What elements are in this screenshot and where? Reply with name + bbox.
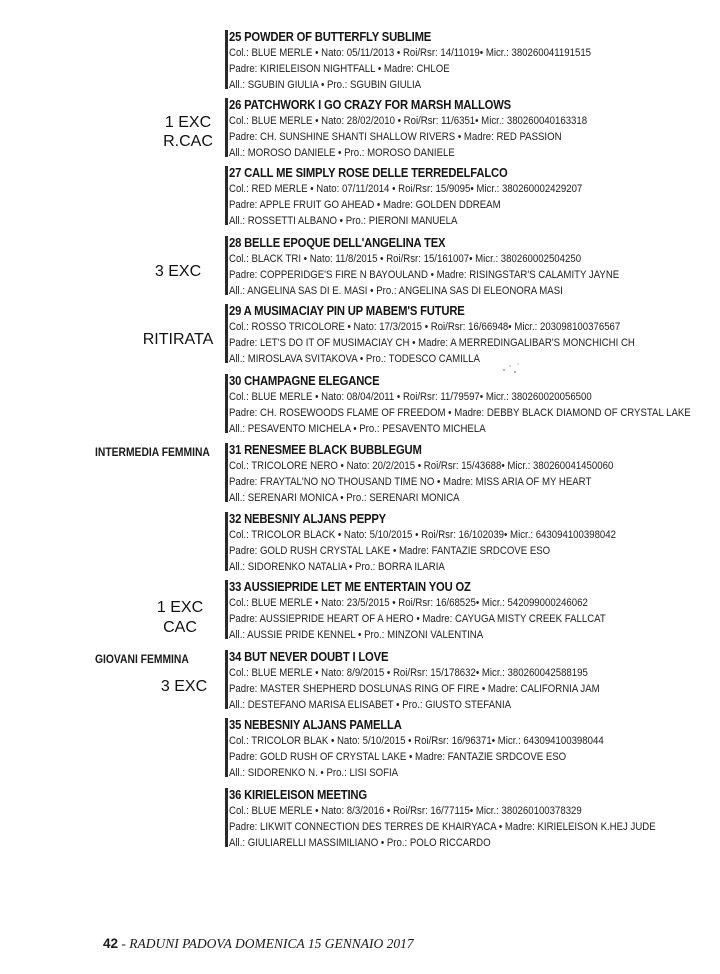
dog-entry-30	[229, 373, 699, 437]
entry-details: Col.: BLUE MERLE • Nato: 08/04/2011 • Roi/Rsr: 11/79597• Micr.: 380260020056500	[229, 391, 592, 403]
entry-parents: Padre: MASTER SHEPHERD DOSLUNAS RING OF FIRE • Madre: CALIFORNIA JAM	[229, 683, 600, 695]
class-heading-intermedia: INTERMEDIA FEMMINA	[95, 445, 210, 459]
dog-entry-31	[229, 442, 699, 506]
entry-title: 28 BELLE EPOQUE DELL'ANGELINA TEX	[229, 236, 446, 250]
entry-breeder-owner: All.: MOROSO DANIELE • Pro.: MOROSO DANIELE	[229, 147, 455, 159]
entry-rule	[225, 580, 228, 639]
entry-rule	[225, 166, 228, 225]
entry-parents: Padre: LET'S DO IT OF MUSIMACIAY CH • Madre: A MERREDINGALIBAR'S MONCHICHI CH	[229, 337, 635, 349]
entry-breeder-owner: All.: PESAVENTO MICHELA • Pro.: PESAVENTO MICHELA	[229, 423, 486, 435]
entry-details: Col.: BLUE MERLE • Nato: 23/5/2015 • Roi/Rsr: 16/68525• Micr.: 542099000246062	[229, 597, 588, 609]
entry-parents: Padre: GOLD RUSH CRYSTAL LAKE • Madre: FANTAZIE SRDCOVE ESO	[229, 545, 551, 557]
entry-details: Col.: BLUE MERLE • Nato: 05/11/2013 • Roi/Rsr: 14/11019• Micr.: 380260041191515	[229, 47, 592, 59]
entry-title: 34 BUT NEVER DOUBT I LOVE	[229, 650, 389, 664]
entry-breeder-owner: All.: ANGELINA SAS DI E. MASI • Pro.: ANGELINA SAS DI ELEONORA MASI	[229, 285, 563, 297]
entry-parents: Padre: FRAYTAL'NO NO THOUSAND TIME NO • Madre: MISS ARIA OF MY HEART	[229, 476, 592, 488]
entry-title: 33 AUSSIEPRIDE LET ME ENTERTAIN YOU OZ	[229, 580, 471, 594]
entry-breeder-owner: All.: SIDORENKO NATALIA • Pro.: BORRA ILARIA	[229, 561, 445, 573]
entry-details: Col.: RED MERLE • Nato: 07/11/2014 • Roi/Rsr: 15/9095• Micr.: 380260002429207	[229, 183, 583, 195]
entry-parents: Padre: LIKWIT CONNECTION DES TERRES DE KHAIRYACA • Madre: KIRIELEISON K.HEJ JUDE	[229, 821, 656, 833]
page-footer	[103, 936, 414, 952]
entry-title: 32 NEBESNIY ALJANS PEPPY	[229, 512, 386, 526]
entry-details: Col.: BLUE MERLE • Nato: 8/9/2015 • Roi/Rsr: 15/178632• Micr.: 380260042588195	[229, 667, 588, 679]
entry-rule	[225, 374, 228, 433]
entry-breeder-owner: All.: DESTEFANO MARISA ELISABET • Pro.: GIUSTO STEFANIA	[229, 699, 512, 711]
entry-breeder-owner: All.: ROSSETTI ALBANO • Pro.: PIERONI MANUELA	[229, 215, 458, 227]
entry-rule	[225, 512, 228, 571]
entry-details: Col.: BLUE MERLE • Nato: 8/3/2016 • Roi/Rsr: 16/77115• Micr.: 380260100378329	[229, 805, 582, 817]
entry-title: 35 NEBESNIY ALJANS PAMELLA	[229, 718, 402, 732]
entry-title: 36 KIRIELEISON MEETING	[229, 788, 367, 802]
entry-title: 31 RENESMEE BLACK BUBBLEGUM	[229, 443, 422, 457]
dog-entry-33	[229, 579, 699, 643]
result-26-award: R.CAC	[163, 133, 213, 150]
footer-text: - RADUNI PADOVA DOMENICA 15 GENNAIO 2017	[118, 936, 414, 951]
dog-entry-28	[229, 235, 699, 299]
entry-rule	[225, 30, 228, 89]
result-34-grade: 3 EXC	[160, 678, 208, 695]
entry-rule	[225, 443, 228, 502]
entry-rule	[225, 650, 228, 709]
dog-entry-36	[229, 787, 699, 851]
entry-breeder-owner: All.: MIROSLAVA SVITAKOVA • Pro.: TODESCO CAMILLA	[229, 353, 480, 365]
entry-title: 27 CALL ME SIMPLY ROSE DELLE TERREDELFALCO	[229, 166, 508, 180]
class-heading-giovani: GIOVANI FEMMINA	[95, 652, 189, 666]
entry-parents: Padre: CH. SUNSHINE SHANTI SHALLOW RIVERS • Madre: RED PASSION	[229, 131, 562, 143]
dog-entry-27	[229, 165, 699, 229]
result-33-award: CAC	[163, 619, 197, 636]
dog-entry-29	[229, 303, 699, 367]
result-28-grade: 3 EXC	[154, 263, 202, 280]
entry-rule	[225, 718, 228, 777]
entry-parents: Padre: COPPERIDGE'S FIRE N BAYOULAND • Madre: RISINGSTAR'S CALAMITY JAYNE	[229, 269, 620, 281]
entry-details: Col.: TRICOLORE NERO • Nato: 20/2/2015 • Roi/Rsr: 15/43688• Micr.: 380260041450060	[229, 460, 614, 472]
entry-breeder-owner: All.: GIULIARELLI MASSIMILIANO • Pro.: POLO RICCARDO	[229, 837, 491, 849]
result-29-status: RITIRATA	[142, 331, 214, 348]
entry-parents: Padre: KIRIELEISON NIGHTFALL • Madre: CHLOE	[229, 63, 450, 75]
result-26-grade: 1 EXC	[164, 114, 212, 131]
entry-details: Col.: BLUE MERLE • Nato: 28/02/2010 • Roi/Rsr: 11/6351• Micr.: 380260040163318	[229, 115, 588, 127]
result-33-grade: 1 EXC	[156, 599, 204, 616]
entry-title: 26 PATCHWORK I GO CRAZY FOR MARSH MALLOWS	[229, 98, 511, 112]
dog-entry-35	[229, 717, 699, 781]
dog-entry-32	[229, 511, 699, 575]
dog-entry-34	[229, 649, 699, 713]
dog-entry-25	[229, 29, 699, 93]
entry-details: Col.: TRICOLOR BLACK • Nato: 5/10/2015 • Roi/Rsr: 16/102039• Micr.: 643094100398042	[229, 529, 616, 541]
entry-title: 29 A MUSIMACIAY PIN UP MABEM'S FUTURE	[229, 304, 465, 318]
entry-title: 25 POWDER OF BUTTERFLY SUBLIME	[229, 30, 432, 44]
entry-parents: Padre: AUSSIEPRIDE HEART OF A HERO • Madre: CAYUGA MISTY CREEK FALLCAT	[229, 613, 606, 625]
entry-parents: Padre: APPLE FRUIT GO AHEAD • Madre: GOLDEN DDREAM	[229, 199, 501, 211]
entry-details: Col.: BLACK TRI • Nato: 11/8/2015 • Roi/Rsr: 15/161007• Micr.: 380260002504250	[229, 253, 582, 265]
entry-rule	[225, 304, 228, 363]
entry-parents: Padre: GOLD RUSH OF CRYSTAL LAKE • Madre: FANTAZIE SRDCOVE ESO	[229, 751, 567, 763]
entry-rule	[225, 236, 228, 295]
entry-rule	[225, 788, 228, 847]
print-speck	[500, 360, 522, 376]
entry-breeder-owner: All.: SGUBIN GIULIA • Pro.: SGUBIN GIULIA	[229, 79, 422, 91]
entry-title: 30 CHAMPAGNE ELEGANCE	[229, 374, 380, 388]
entry-breeder-owner: All.: SERENARI MONICA • Pro.: SERENARI MONICA	[229, 492, 460, 504]
entry-details: Col.: ROSSO TRICOLORE • Nato: 17/3/2015 • Roi/Rsr: 16/66948• Micr.: 203098100376567	[229, 321, 621, 333]
entry-details: Col.: TRICOLOR BLAK • Nato: 5/10/2015 • Roi/Rsr: 16/96371• Micr.: 643094100398044	[229, 735, 604, 747]
entry-breeder-owner: All.: AUSSIE PRIDE KENNEL • Pro.: MINZONI VALENTINA	[229, 629, 484, 641]
entry-parents: Padre: CH. ROSEWOODS FLAME OF FREEDOM • Madre: DEBBY BLACK DIAMOND OF CRYSTAL LAKE	[229, 407, 691, 419]
entry-rule	[225, 98, 228, 157]
entry-breeder-owner: All.: SIDORENKO N. • Pro.: LISI SOFIA	[229, 767, 399, 779]
dog-entry-26	[229, 97, 699, 161]
page-number: 42	[103, 936, 119, 951]
